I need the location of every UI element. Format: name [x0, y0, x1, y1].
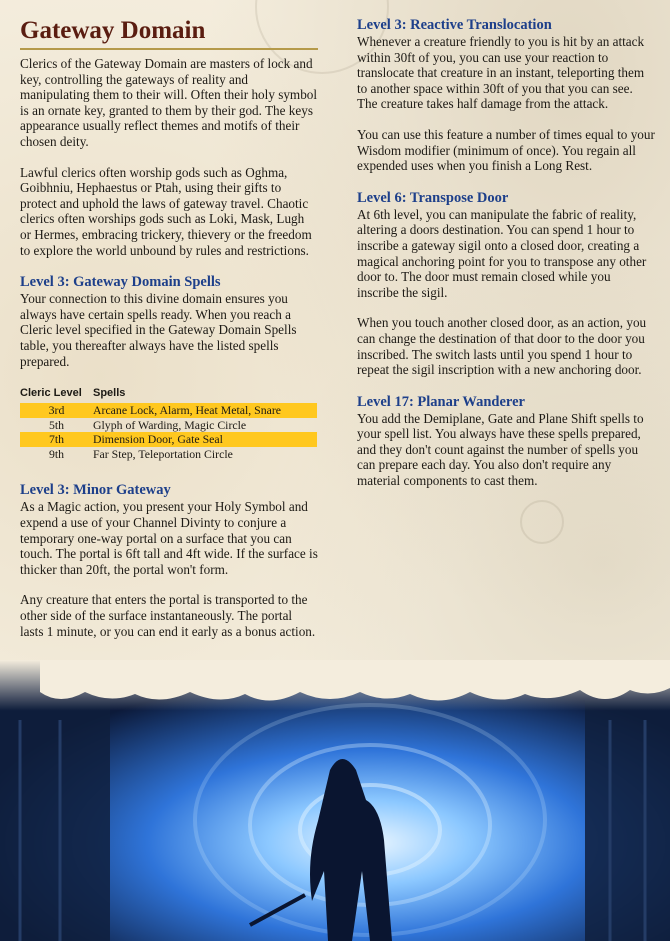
- intro-paragraph: Lawful clerics often worship gods such as Oghma, Goibhniu, Hephaestus or Ptah, using their gifts to protect and uphold the laws of gateway travel. Chaotic clerics often worships gods such as Loki, Mask, Lugh or Hermes, embracing trickery, thievery or the freedom to explore the world unbound by rules and restrictions.: [20, 164, 312, 258]
- section-heading: Level 3: Minor Gateway: [20, 482, 171, 499]
- spells-cell: Dimension Door, Gate Seal: [93, 432, 317, 447]
- cleric-level-cell: 7th: [20, 432, 93, 447]
- section-text: You add the Demiplane, Gate and Plane Shift spells to your spell list. You always have these spells prepared, and they don't count against the number of spells you can prepare each day. You also don't require any material components to cast them.: [357, 410, 644, 489]
- section-heading: Level 3: Gateway Domain Spells: [20, 274, 221, 291]
- section-text: At 6th level, you can manipulate the fabric of reality, altering a doors destination. You can spend 1 hour to inscribe a gateway sigil onto a closed door, creating a magical anchoring point for you to transpose any other door to. The door must remain closed while you inscribe the sigil.: [357, 206, 647, 300]
- section-text: Any creature that enters the portal is transported to the other side of the surface instantaneously. The portal lasts 1 minute, or you can end it early as a bonus action.: [20, 592, 316, 639]
- section-text: When you touch another closed door, as an action, you can change the destination of that door to the door you inscribed. The switch lasts until you spend 1 hour to repeat the sigil inscription with a new anchoring door.: [357, 315, 647, 378]
- domain-spells-table: [20, 387, 317, 461]
- section-heading: Level 17: Planar Wanderer: [357, 393, 525, 410]
- right-column: [357, 16, 655, 489]
- table-row: [20, 418, 317, 433]
- section-heading: Level 3: Reactive Translocation: [357, 17, 552, 33]
- section-heading: Level 6: Transpose Door: [357, 189, 509, 206]
- coffee-stain: [520, 500, 564, 544]
- section-text: Your connection to this divine domain ensures you always have certain spells ready. When you reach a Cleric level specified in the Gateway Domain Spells table, you thereafter always have the listed spells prepared.: [20, 291, 297, 369]
- table-header: Spells: [93, 387, 126, 400]
- section-text: You can use this feature a number of times equal to your Wisdom modifier (minimum of once). You regain all expended uses when you finish a Long Rest.: [357, 126, 655, 174]
- table-row: [20, 447, 317, 462]
- table-row: [20, 403, 317, 418]
- cleric-level-cell: 3rd: [20, 403, 93, 418]
- table-row: [20, 432, 317, 447]
- portal-illustration: [0, 660, 670, 941]
- table-header: Cleric Level: [20, 387, 82, 400]
- intro-paragraph: Clerics of the Gateway Domain are masters of lock and key, controlling the gateways of reality and manipulating them to their will. Often their holy symbol is an ornate key, granted to them by their god. The keys appearance usually reflect themes and motifs of their chosen deity.: [20, 56, 318, 149]
- spells-cell: Far Step, Teleportation Circle: [93, 446, 233, 461]
- section-text: Whenever a creature friendly to you is hit by an attack within 30ft of you, you can use your reaction to translocate that creature in an instant, teleporting them to another space within 30ft of you that you can see. The creature takes half damage from the attack.: [357, 34, 645, 112]
- cleric-level-cell: 5th: [48, 417, 65, 432]
- page-title: Gateway Domain: [20, 16, 318, 50]
- left-column: [20, 16, 318, 639]
- spells-cell: Glyph of Warding, Magic Circle: [93, 417, 247, 432]
- spells-cell: Arcane Lock, Alarm, Heat Metal, Snare: [93, 403, 317, 418]
- cleric-level-cell: 9th: [48, 446, 65, 461]
- section-text: As a Magic action, you present your Holy Symbol and expend a use of your Channel Divinty to conjure a temporary one-way portal on a surface that you can touch. The portal is 6ft tall and 4ft wide. If the surface is thicker than 20ft, the portal won't form.: [20, 499, 318, 577]
